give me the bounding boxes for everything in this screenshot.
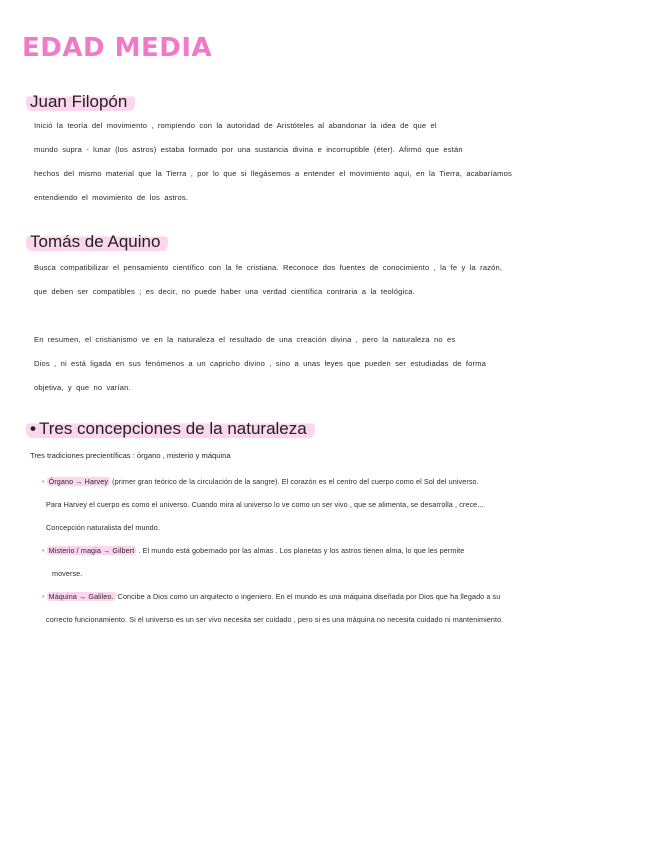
- text-line: Dios , ni está ligada en sus fenómenos a un capricho divino , sino a unas leyes que pueden ser estudiadas de forma: [34, 359, 486, 368]
- concepts-list: [42, 470, 634, 631]
- text-line: Inició la teoría del movimiento , rompiendo con la autoridad de Aristóteles al abandonar la idea de que el: [34, 121, 437, 130]
- bullet-dot: •: [42, 477, 45, 486]
- text-line: [42, 585, 634, 608]
- item-label: Órgano → Harvey: [48, 477, 109, 486]
- text-line: objetiva, y que no varían.: [34, 383, 131, 392]
- item-text: Concibe a Dios como un arquitecto o ingeniero. En el mundo es una máquina diseñada por Dios que ha llegado a su: [115, 592, 501, 601]
- list-item-maquina: [42, 585, 634, 631]
- text-line: Concepción naturalista del mundo.: [46, 523, 160, 532]
- list-item-misterio: [42, 539, 634, 585]
- paragraph-aquino-2: [34, 328, 630, 400]
- text-line: que deben ser compatibles ; es decir, no puede haber una verdad científica contraria a la teológica.: [34, 287, 415, 296]
- text-line: En resumen, el cristianismo ve en la naturaleza el resultado de una creación divina , pero la naturaleza no es: [34, 335, 456, 344]
- bullet-dot: •: [42, 546, 45, 555]
- heading-text: Tres concepciones de la naturaleza: [38, 419, 307, 438]
- text-line: mundo supra - lunar (los astros) estaba formado por una sustancia divina e incorruptible (éter). Afirmó que están: [34, 145, 463, 154]
- heading-tres-concepciones: [26, 418, 315, 440]
- text-line: entendiendo el movimiento de los astros.: [34, 193, 189, 202]
- list-item-organo: [42, 470, 634, 539]
- heading-juan-filopon: Juan Filopón: [26, 91, 135, 113]
- heading-tomas-de-aquino: Tomás de Aquino: [26, 231, 168, 253]
- item-label: Máquina → Galileo.: [48, 592, 114, 601]
- bullet-dot: •: [30, 419, 36, 438]
- paragraph-aquino-1: [34, 256, 630, 304]
- text-line: correcto funcionamiento. Si el universo es un ser vivo necesita ser cuidado , pero si es una máquina no necesita cuidado ni mantenimiento.: [46, 615, 504, 624]
- item-text: (primer gran teórico de la circulación de la sangre). El corazón es el centro del cuerpo como el Sol del universo.: [110, 477, 479, 486]
- text-line: moverse.: [52, 569, 83, 578]
- text-line: [42, 539, 634, 562]
- text-line: [42, 470, 634, 493]
- page-title: EDAD MEDIA: [22, 33, 213, 63]
- item-label: Misterio / magia → Gilbert: [48, 546, 135, 555]
- bullet-dot: •: [42, 592, 45, 601]
- paragraph-filopon: [34, 114, 630, 210]
- text-line: Para Harvey el cuerpo es como el universo. Cuando mira al universo lo ve como un ser vivo , que se alimenta, se desarrolla , crece...: [46, 500, 484, 509]
- item-text: . El mundo está gobernado por las almas . Los planetas y los astros tienen alma, lo que les permite: [136, 546, 465, 555]
- text-line: hechos del mismo material que la Tierra , por lo que si llegásemos a entender el movimiento aquí, en la Tierra, acabaríamos: [34, 169, 512, 178]
- text-line: Busca compatibilizar el pensamiento científico con la fe cristiana. Reconoce dos fuentes de conocimiento , la fe y la razón,: [34, 263, 503, 272]
- intro-line: Tres tradiciones precientíficas : órgano , misterio y máquina: [30, 451, 231, 460]
